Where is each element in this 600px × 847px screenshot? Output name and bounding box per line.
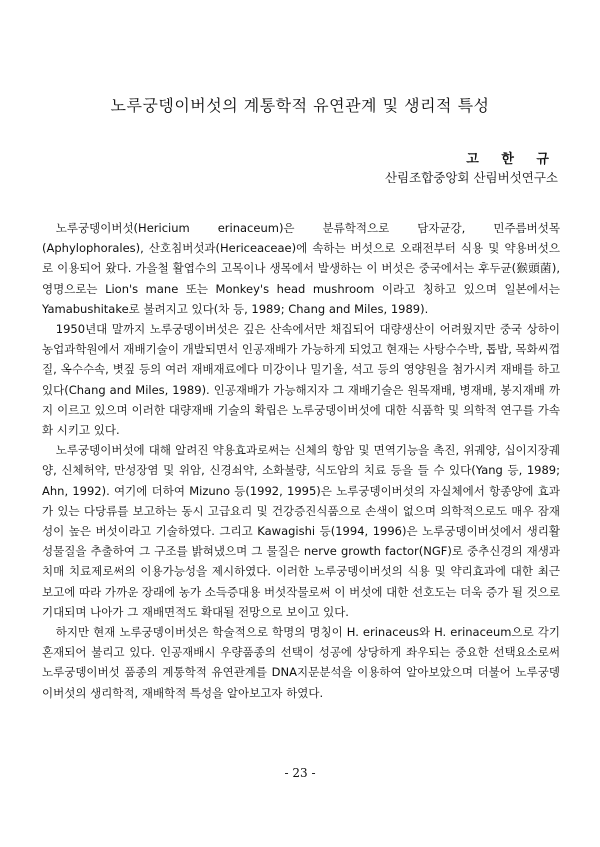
author-name: 고 한 규: [466, 152, 558, 167]
paragraph-1: 노루궁뎅이버섯(Hericium erinaceum)은 분류학적으로 담자균강, 민주름버섯목(Aphylophorales), 산호침버섯과(Hericeaceae)에 속하는 버섯으로 오래전부터 식용 및 약용버섯으로 이용되어 왔다. 가을철 활엽수의 고목이나 생목에서 발생하는 이 버섯은 중국에서는 후두균(猴頭菌), 영명으로는 Lion's mane 또는 Monkey's head mushroom 이라고 칭하고 있으며 일본에서는 Yamabushitake로 불려지고 있다(차 등, 1989; Chang and Miles, 1989).: [42, 221, 560, 316]
paragraph-3: 노루궁뎅이버섯에 대해 알려진 약용효과로써는 신체의 항암 및 면역기능을 촉진, 위궤양, 십이지장궤양, 신체허약, 만성장염 및 위암, 신경쇠약, 소화불량, 식도암의 치료 등을 들 수 있다(Yang 등, 1989; Ahn, 1992). 여기에 더하여 Mizuno 등(1992, 1995)은 노루궁뎅이버섯의 자실체에서 항종양에 효과가 있는 다당류를 보고하는 동시 고급요리 및 건강증진식품으로 손색이 없으며 의학적으로도 매우 잠재성이 높은 버섯이라고 기술하였다. 그리고 Kawagishi 등(1994, 1996)은 노루궁뎅이버섯에서 생리활성물질을 추출하여 그 구조를 밝혀냈으며 그 물질은 nerve growth factor(NGF)로 중추신경의 재생과 치매 치료제로써의 이용가능성을 제시하였다. 이러한 노루궁뎅이버섯의 식용 및 약리효과에 대한 최근 보고에 따라 가까운 장래에 농가 소득증대용 버섯작물로써 이 버섯에 대한 선호도는 더욱 증가 될 것으로 기대되며 나아가 그 재배면적도 확대될 전망으로 보이고 있다.: [42, 443, 560, 619]
paragraph-2: 1950년대 말까지 노루궁뎅이버섯은 깊은 산속에서만 채집되어 대량생산이 어려웠지만 중국 상하이 농업과학원에서 재배기술이 개발되면서 인공재배가 가능하게 되었고 현재는 사탕수수박, 톱밥, 목화씨껍질, 옥수수속, 볏짚 등의 여러 재배재료에다 미강이나 밀기울, 석고 등의 영양원을 첨가시켜 재배를 하고 있다(Chang and Miles, 1989). 인공재배가 가능해지자 그 재배기술은 원목재배, 병재배, 봉지재배 까지 이르고 있으며 이러한 대량재배 기술의 확립은 노루궁뎅이버섯에 대한 식품학 및 의학적 연구를 가속화 시키고 있다.: [42, 322, 560, 438]
body-text: [42, 218, 560, 703]
author-affiliation: 산림조합중앙회 산림버섯연구소: [384, 170, 558, 185]
page-number: - 23 -: [284, 766, 316, 780]
paragraph-4: 하지만 현재 노루궁뎅이버섯은 학술적으로 학명의 명칭이 H. erinaceus와 H. erinaceum으로 각기 혼재되어 불리고 있다. 인공재배시 우량품종의 선택이 성공에 상당하게 좌우되는 중요한 선택요소로써 노루궁뎅이버섯 품종의 계통학적 유연관계를 DNA지문분석을 이용하여 알아보았으며 더불어 노루궁뎅이버섯의 생리학적, 재배학적 특성을 알아보고자 하였다.: [42, 625, 560, 700]
paper-title: 노루궁뎅이버섯의 계통학적 유연관계 및 생리적 특성: [110, 96, 490, 115]
